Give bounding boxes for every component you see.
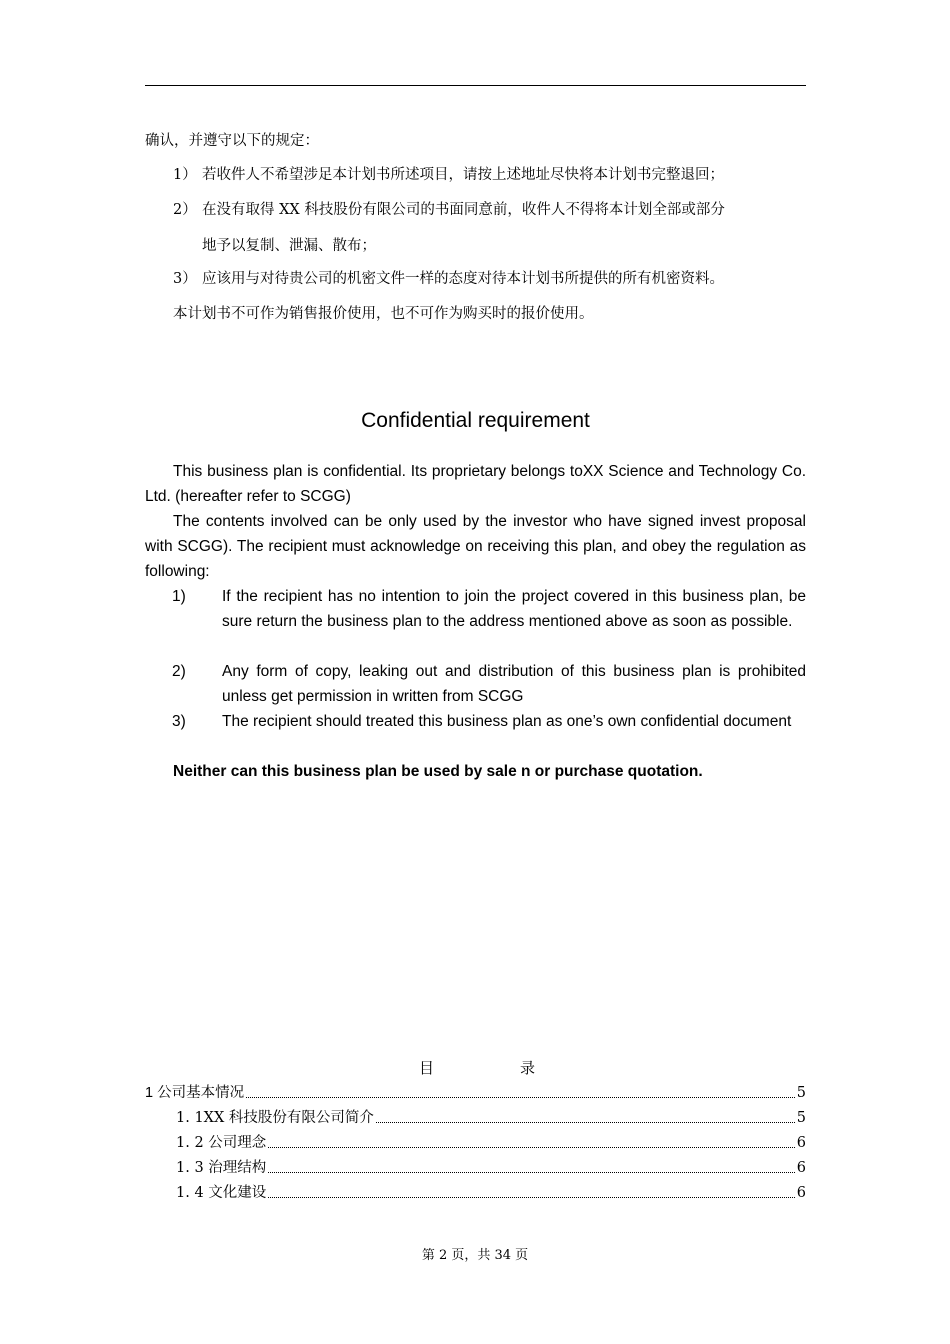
en-item-3 xyxy=(172,709,806,734)
en-item-2 xyxy=(172,659,806,709)
cn-item-3 xyxy=(173,269,724,289)
toc-leader-dots xyxy=(268,1172,794,1173)
toc-entry-label: 1. 2 公司理念 xyxy=(176,1135,267,1151)
en-item-text: If the recipient has no intention to join the project covered in this business plan, be sure return the business plan to the address mentioned above as soon as possible. xyxy=(222,588,806,630)
toc-entry-page: 6 xyxy=(796,1160,806,1176)
en-item-number: 2) xyxy=(172,663,186,680)
toc-leader-dots xyxy=(246,1097,795,1098)
toc-entry[interactable] xyxy=(176,1131,806,1153)
cn-item-number: 3） xyxy=(173,271,197,287)
cn-item-number: 2） xyxy=(173,202,197,218)
toc-entry-label: 1. 1XX 科技股份有限公司简介 xyxy=(176,1110,374,1126)
cn-item-text: 在没有取得 XX 科技股份有限公司的书面同意前，收件人不得将本计划全部或部分 xyxy=(202,202,725,218)
cn-intro: 确认，并遵守以下的规定： xyxy=(145,133,319,149)
en-item-text: The recipient should treated this business plan as one’s own confidential document xyxy=(222,713,792,730)
toc-heading xyxy=(419,1058,535,1078)
page-footer: 第 2 页，共 34 页 xyxy=(421,1248,529,1263)
cn-item-1 xyxy=(173,165,724,185)
en-paragraph-2: The contents involved can be only used by the investor who have signed invest proposal with SCGG). The recipient must acknowledge on receiving this plan, and obey the regulation as following: xyxy=(145,513,806,580)
en-closing: Neither can this business plan be used by sale n or purchase quotation. xyxy=(173,763,703,780)
cn-item-number: 1） xyxy=(173,167,197,183)
toc-entry-label: 1 公司基本情况 xyxy=(145,1085,245,1101)
header-rule xyxy=(145,85,806,86)
en-paragraph-1: This business plan is confidential. Its proprietary belongs toXX Science and Technology Co. Ltd. (hereafter refer to SCGG) xyxy=(145,463,806,505)
toc-entry[interactable] xyxy=(145,1081,806,1103)
toc-leader-dots xyxy=(268,1147,794,1148)
toc-entry-page: 5 xyxy=(796,1085,806,1101)
cn-item-text: 应该用与对待贵公司的机密文件一样的态度对待本计划书所提供的所有机密资料。 xyxy=(202,271,724,287)
toc-entry[interactable] xyxy=(176,1156,806,1178)
en-item-1 xyxy=(172,584,806,634)
toc-entry-page: 6 xyxy=(796,1185,806,1201)
toc-heading-right: 录 xyxy=(520,1059,536,1077)
toc-heading-left: 目 xyxy=(419,1059,435,1077)
cn-item-2-continuation: 地予以复制、泄漏、散布； xyxy=(202,238,376,254)
en-item-number: 3) xyxy=(172,713,186,730)
toc-leader-dots xyxy=(268,1197,794,1198)
en-item-text: Any form of copy, leaking out and distribution of this business plan is prohibited unless get permission in written from SCGG xyxy=(222,663,806,705)
toc-entry-label: 1. 3 治理结构 xyxy=(176,1160,267,1176)
toc-entry-page: 5 xyxy=(796,1110,806,1126)
cn-closing: 本计划书不可作为销售报价使用，也不可作为购买时的报价使用。 xyxy=(173,306,594,322)
toc-entry-page: 6 xyxy=(796,1135,806,1151)
section-title: Confidential requirement xyxy=(361,409,590,432)
en-item-number: 1) xyxy=(172,588,186,605)
toc-entry[interactable] xyxy=(176,1106,806,1128)
toc-leader-dots xyxy=(376,1122,795,1123)
cn-item-text: 若收件人不希望涉足本计划书所述项目，请按上述地址尽快将本计划书完整退回； xyxy=(202,167,724,183)
toc-entry-label: 1. 4 文化建设 xyxy=(176,1185,267,1201)
cn-item-2 xyxy=(173,200,725,220)
toc-entry[interactable] xyxy=(176,1181,806,1203)
